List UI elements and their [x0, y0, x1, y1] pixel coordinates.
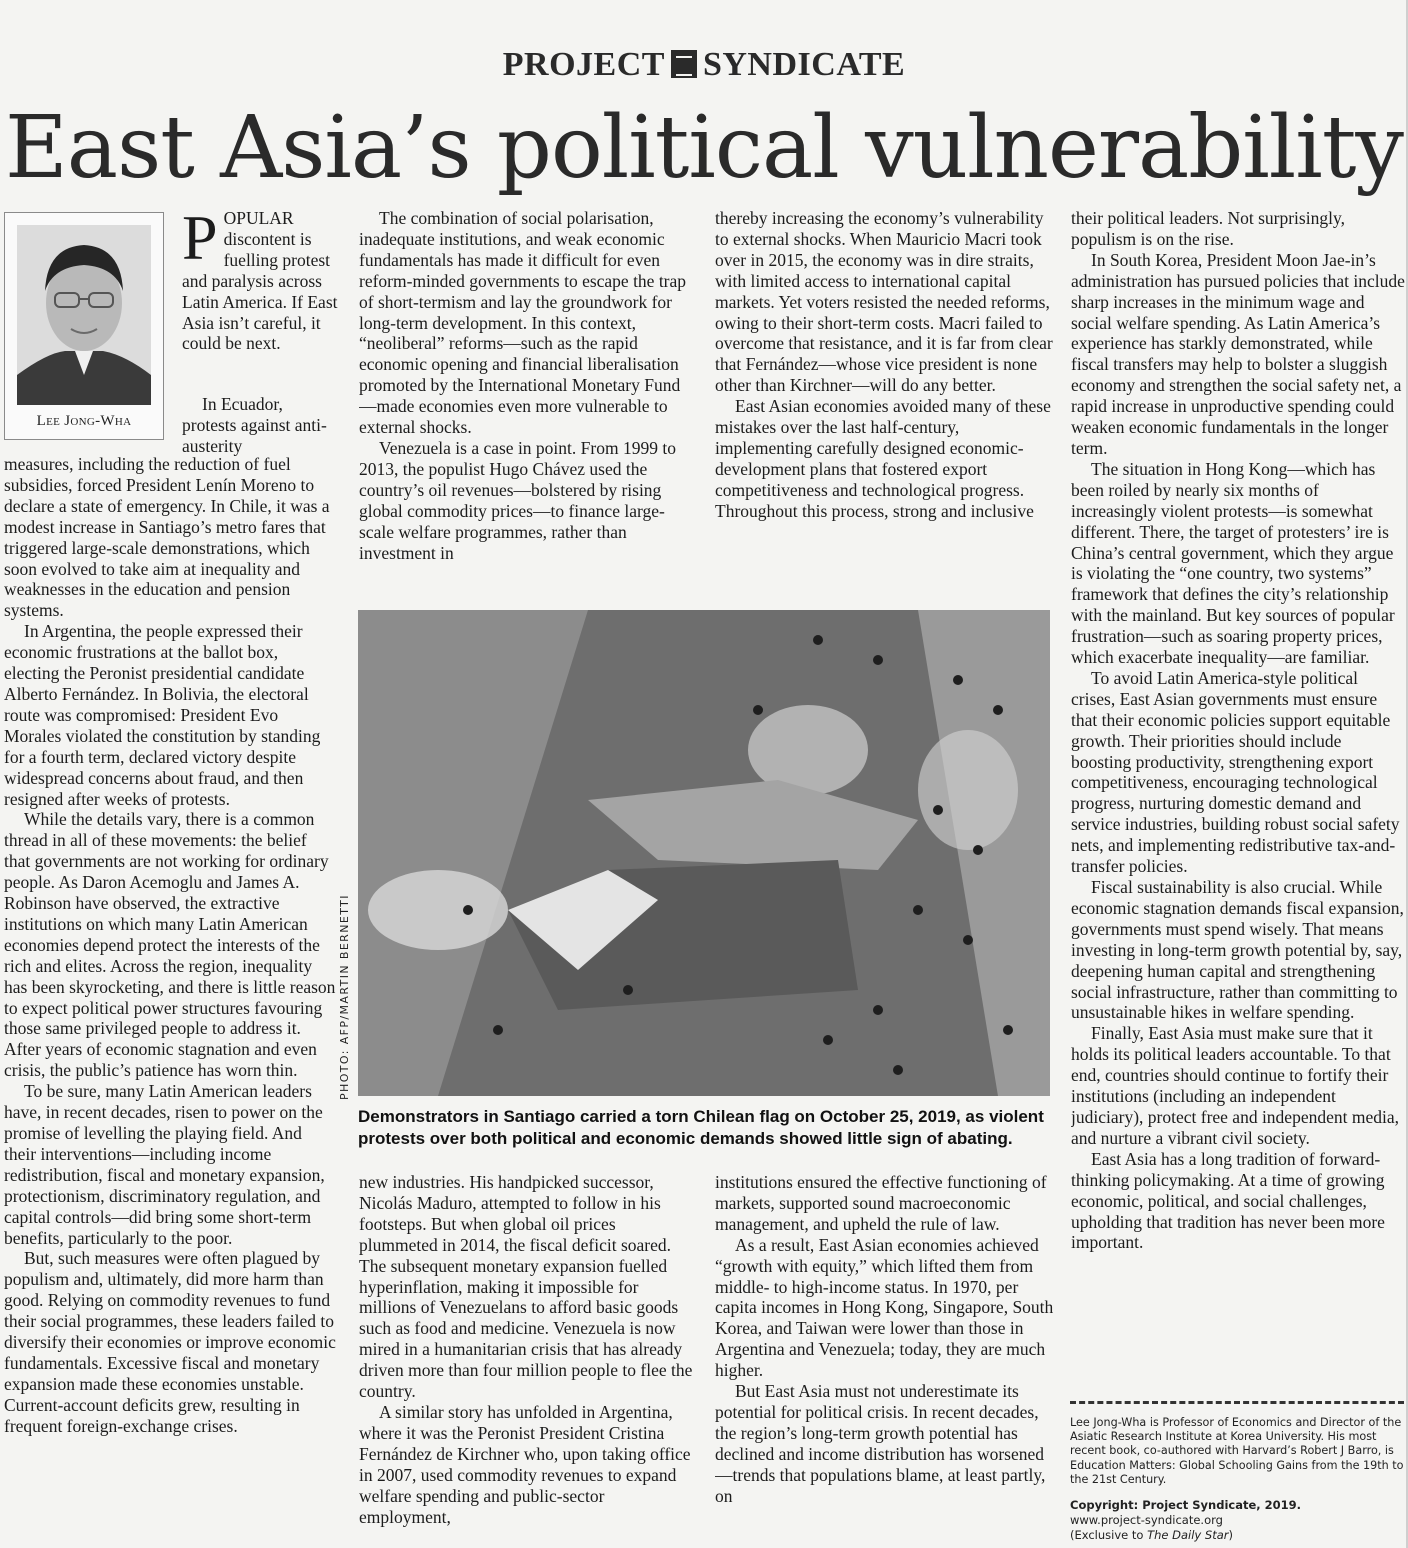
paragraph-political-crisis: But East Asia must not underestimate its potential for political crisis. In recent decades, the region’s long-term growth potential has declined and income distribution has worsened—trends that populations blame, at least partly, on: [715, 1381, 1046, 1506]
paragraph-argentina-kirchner: A similar story has unfolded in Argentina, where it was the Peronist President Cristina Fernández de Kirchner who, upon taking office in 2007, used commodity revenues to expand welfare spending and public-sector employment,: [359, 1401, 691, 1527]
paragraph-combination: The combination of social polarisation, inadequate institutions, and weak economic fundamentals has made it difficult for even reform-minded governments to escape the trap of short-termism and lay the groundwork for long-term development. In this context, “neoliberal” reforms—such as the rapid economic opening and financial liberalisation promoted by the International Monetary Fund—made economies even more vulnerable to external shocks.: [359, 208, 687, 438]
syndicate-logo-icon: [671, 50, 697, 78]
photo-caption: Demonstrators in Santiago carried a torn Chilean flag on October 25, 2019, as violent protests over both political and economic demands showed little sign of abating.: [358, 1107, 1044, 1148]
author-portrait: [4, 212, 164, 440]
paragraph-avoid-crises: To avoid Latin America-style political crises, East Asian governments must ensure that their economic policies support equitable growth. Their priorities should include boosting productivity, strengthening export competitiveness, encouraging technological progress, nurturing domestic demand and service industries, building robust social safety nets, and implementing redistributive tax-and-transfer policies.: [1071, 667, 1400, 877]
paragraph-common-thread: While the details vary, there is a common thread in all of these movements: the belief that governments are not working for ordinary people. As Daron Acemoglu and James A. Robinson have observed, the extractive institutions on which many Latin American economies depend protect the interests of the rich and elites. Across the region, inequality has been skyrocketing, and there is little reason to expect political power structures favouring those same privileged people to address it. After years of economic stagnation and even crisis, the public’s patience has worn thin.: [4, 809, 336, 1081]
author-bio: Lee Jong-Wha is Professor of Economics and Director of the Asiatic Research Institute at Korea University. His most recent book, co-authored with Harvard’s Robert J Barro, is Education Matters: Global Schooling Gains from the 19th to the 21st Century.: [1070, 1416, 1404, 1486]
paragraph-conclusion: East Asia has a long tradition of forward-thinking policymaking. At a time of growing economic, political, and social challenges, upholding that tradition has never been more important.: [1071, 1148, 1385, 1253]
column-2-top: [359, 208, 697, 606]
paragraph-argentina-bolivia: In Argentina, the people expressed their economic frustrations at the ballot box, electing the Peronist presidential candidate Alberto Fernández. In Bolivia, the electoral route was compromised: President Evo Morales violated the constitution by standing for a fourth term, declared victory despite widespread concerns about fraud, and then resigned after weeks of protests.: [4, 621, 321, 809]
bio-divider: [1070, 1401, 1404, 1404]
paragraph-east-asian-economies: East Asian economies avoided many of these mistakes over the last half-century, implementing carefully designed economic-development plans that fostered export competitiveness and technological progress. Throughout this process, strong and inclusive: [715, 396, 1051, 521]
drop-cap: P: [182, 208, 218, 273]
paragraph-growth-with-equity: As a result, East Asian economies achieved “growth with equity,” which lifted them from middle- to high-income status. In 1970, per capita incomes in Hong Kong, Singapore, South Korea, and Taiwan were lower than those in Argentina and Venezuela; today, they are much higher.: [715, 1234, 1054, 1381]
copyright-block: [1070, 1498, 1406, 1543]
exclusive-suffix: ): [1228, 1528, 1233, 1542]
intro-text: OPULAR discontent is fuelling protest and paralysis across Latin America. If East Asia isn’t careful, it could be next.: [182, 208, 338, 354]
paragraph-macri: thereby increasing the economy’s vulnerability to external shocks. When Mauricio Macri took over in 2015, the economy was in dire straits, with limited access to international capital markets. Yet voters resisted the needed reforms, owing to their short-term costs. Macri failed to overcome that resistance, and it is far from clear that Fernández—whose vice president is none other than Kirchner—will do any better.: [715, 208, 1053, 396]
intro-paragraph: [182, 208, 342, 354]
copyright-line: Copyright: Project Syndicate, 2019.: [1070, 1498, 1302, 1512]
paragraph-populism-rise: their political leaders. Not surprisingly, populism is on the rise.: [1071, 208, 1345, 249]
exclusive-prefix: (Exclusive to: [1070, 1528, 1148, 1542]
column-3-bottom: [715, 1172, 1055, 1548]
author-first-name: Lee: [36, 413, 61, 429]
headline: East Asia’s political vulnerability: [5, 98, 1403, 198]
photo-credit: PHOTO: AFP/MARTIN BERNETTI: [338, 894, 351, 1100]
paragraph-ecuador: measures, including the reduction of fuel subsidies, forced President Lenín Moreno to declare a state of emergency. In Chile, it was a modest increase in Santiago’s metro fares that triggered large-scale demonstrations, which soon evolved to take aim at inequality and weaknesses in the education and pension systems.: [4, 454, 330, 621]
column-4: [1071, 208, 1405, 1398]
masthead-right: SYNDICATE: [702, 46, 906, 83]
author-byline: [5, 413, 163, 430]
protest-photo: [358, 610, 1050, 1096]
column-3-top: [715, 208, 1055, 606]
exclusive-note: [1070, 1528, 1406, 1543]
paragraph-south-korea: In South Korea, President Moon Jae-in’s administration has pursued policies that include sharp increases in the minimum wage and social welfare spending. As Latin America’s experience has starkly demonstrated, while fiscal transfers may help to bolster a sluggish economy and strengthen the social safety net, a rapid increase in unproductive spending could weaken economic fundamentals in the longer term.: [1071, 249, 1405, 458]
author-photo: [17, 225, 151, 405]
paragraph-venezuela: Venezuela is a case in point. From 1999 to 2013, the populist Hugo Chávez used the country’s oil revenues—bolstered by rising global commodity prices—to finance large-scale welfare programmes, rather than investment in: [359, 437, 676, 563]
ecuador-lead: In Ecuador, protests against anti-austerity: [182, 394, 327, 456]
paragraph-populism: But, such measures were often plagued by populism and, ultimately, did more harm than good. Relying on commodity revenues to fund their social programmes, these leaders failed to diversify their economies or improve economic fundamentals. Excessive fiscal and monetary expansion made these economies unstable. Current-account deficits grew, resulting in frequent foreign-exchange crises.: [4, 1248, 336, 1436]
paragraph-accountability: Finally, East Asia must make sure that it holds its political leaders accountable. To that end, countries should continue to fortify their institutions (including an independent judiciary), protect free and independent media, and nurture a vibrant civil society.: [1071, 1023, 1399, 1148]
author-last-name: Jong-Wha: [64, 413, 132, 429]
paragraph-to-be-sure: To be sure, many Latin American leaders have, in recent decades, risen to power on the promise of levelling the playing field. And their interventions—including income redistribution, fiscal and monetary expansion, protectionism, discriminatory regulation, and capital controls—did bring some short-term benefits, particularly to the poor.: [4, 1081, 325, 1248]
paragraph-institutions: institutions ensured the effective functioning of markets, supported sound macroeconomic management, and upheld the rule of law.: [715, 1172, 1047, 1234]
syndicate-url: www.project-syndicate.org: [1070, 1513, 1223, 1527]
paragraph-fiscal-sustainability: Fiscal sustainability is also crucial. While economic stagnation demands fiscal expansion, governments must spend wisely. That means investing in long-term growth potential by, say, deepening human capital and strengthening social infrastructure, rather than committing to unsustainable hikes in welfare spending.: [1071, 877, 1404, 1023]
column-1-ecuador-start: [182, 394, 332, 458]
masthead-left: PROJECT: [502, 46, 665, 83]
paragraph-hong-kong: The situation in Hong Kong—which has been roiled by nearly six months of increasingly violent protests—is somewhat different. There, the target of protesters’ ire is China’s central government, which they argue is violating the “one country, two systems” framework that defines the city’s relationship with the mainland. But key sources of popular frustration—such as soaring property prices, which exacerbate inequality—are familiar.: [1071, 458, 1395, 668]
column-2-bottom: [359, 1172, 697, 1548]
masthead: [0, 46, 1408, 84]
exclusive-paper: The Daily Star: [1147, 1528, 1229, 1542]
column-1-body: [4, 454, 336, 1548]
author-photo-image: [17, 225, 151, 405]
protest-photo-image: [358, 610, 1050, 1096]
paragraph-maduro: new industries. His handpicked successor, Nicolás Maduro, attempted to follow in his footsteps. But when global oil prices plummeted in 2014, the fiscal deficit soared. The subsequent monetary expansion fuelled hyperinflation, making it impossible for millions of Venezuelans to afford basic goods such as food and medicine. Venezuela is now mired in a humanitarian crisis that has already driven more than four million people to flee the country.: [359, 1172, 693, 1402]
